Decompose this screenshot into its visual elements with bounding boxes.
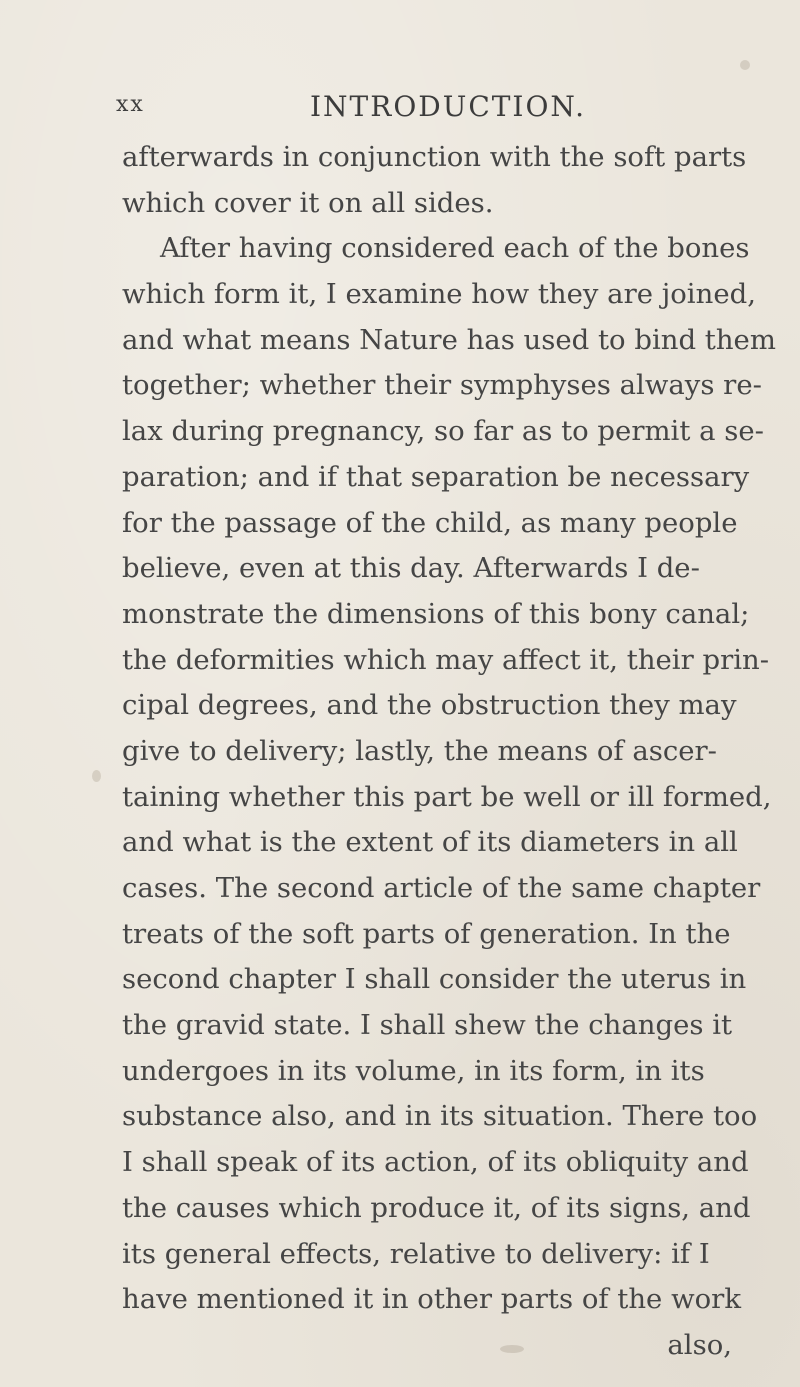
text-line: afterwards in conjunction with the soft parts bbox=[122, 141, 747, 173]
text-line: believe, even at this day. Afterwards I de- bbox=[122, 552, 700, 585]
text-line: and what is the extent of its diameters in all bbox=[122, 826, 738, 859]
text-line: treats of the soft parts of generation. In the bbox=[122, 917, 731, 950]
text-line: the deformities which may affect it, their prin- bbox=[122, 643, 770, 676]
text-line: undergoes in its volume, in its form, in its bbox=[122, 1054, 705, 1087]
text-line: cipal degrees, and the obstruction they may bbox=[122, 689, 737, 722]
text-line: cases. The second article of the same chapter bbox=[122, 872, 761, 904]
body-text bbox=[122, 135, 776, 1369]
page-stain bbox=[92, 770, 101, 782]
text-line: lax during pregnancy, so far as to permit a se- bbox=[122, 415, 764, 448]
page-header bbox=[116, 92, 756, 128]
text-line: taining whether this part be well or ill formed, bbox=[122, 780, 772, 813]
page-stain bbox=[740, 60, 750, 70]
text-line: I shall speak of its action, of its obliquity and bbox=[122, 1146, 749, 1179]
page-number: xx bbox=[116, 92, 145, 117]
text-line: its general effects, relative to delivery: if I bbox=[122, 1237, 710, 1270]
text-line: paration; and if that separation be necessary bbox=[122, 460, 750, 493]
catchword: also, bbox=[667, 1328, 732, 1361]
text-line: give to delivery; lastly, the means of ascer- bbox=[122, 734, 717, 767]
text-line: together; whether their symphyses always re- bbox=[122, 369, 762, 402]
text-line: have mentioned it in other parts of the work bbox=[122, 1283, 741, 1316]
text-line: which cover it on all sides. bbox=[122, 186, 494, 219]
text-line: and what means Nature has used to bind them bbox=[122, 323, 776, 356]
text-line: the causes which produce it, of its signs, and bbox=[122, 1191, 751, 1224]
text-line: monstrate the dimensions of this bony canal; bbox=[122, 597, 750, 630]
text-line: which form it, I examine how they are joined, bbox=[122, 278, 756, 311]
running-head: INTRODUCTION. bbox=[310, 90, 587, 123]
text-line: the gravid state. I shall shew the changes it bbox=[122, 1009, 733, 1042]
text-line: substance also, and in its situation. There too bbox=[122, 1100, 758, 1133]
text-line: for the passage of the child, as many people bbox=[122, 506, 738, 539]
text-line: second chapter I shall consider the uterus in bbox=[122, 963, 747, 996]
text-line: After having considered each of the bones bbox=[160, 232, 750, 265]
